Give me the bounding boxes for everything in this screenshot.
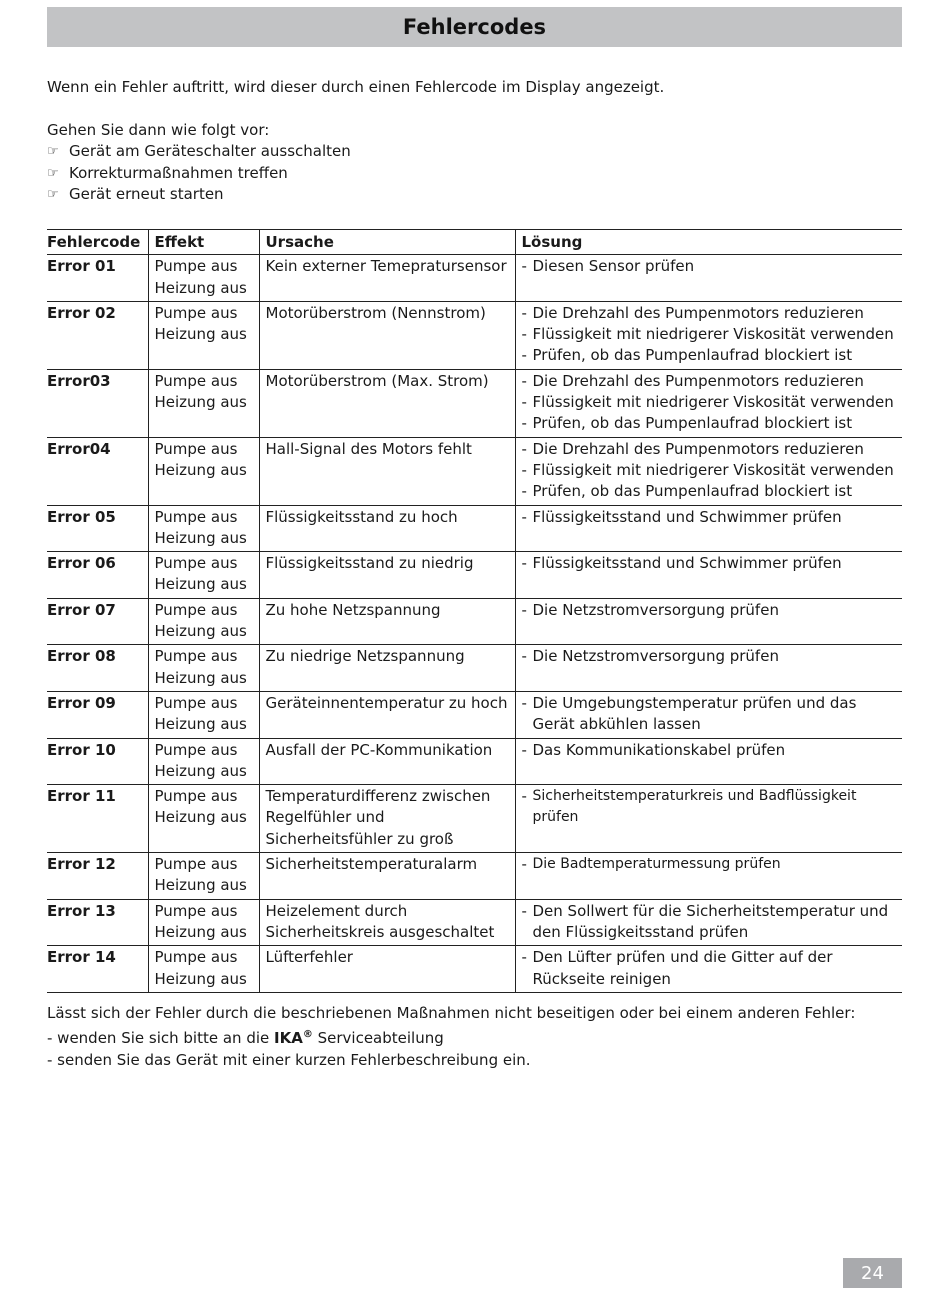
solution-text: Flüssigkeit mit niedrigerer Viskosität verwenden [532, 325, 894, 344]
solution-cell [515, 785, 902, 853]
error-code-cell: Error 10 [47, 740, 116, 759]
solution-cell [515, 899, 902, 946]
error-code-cell: Error04 [47, 439, 111, 458]
solution-text: Den Lüfter prüfen und die Gitter auf der Rückseite reinigen [532, 948, 833, 988]
header-ursache: Ursache [259, 230, 515, 255]
error-code-cell: Error 06 [47, 554, 116, 573]
effect-line: Heizung aus [154, 808, 247, 827]
dash-marker: - [521, 439, 527, 458]
effect-cell [148, 899, 259, 946]
effect-line: Pumpe aus [154, 303, 238, 322]
effect-cell [148, 598, 259, 645]
effect-cell [148, 255, 259, 302]
error-code-table [47, 229, 902, 993]
table-header-row [47, 230, 902, 255]
error-code-cell: Error03 [47, 371, 111, 390]
solution-cell [515, 255, 902, 302]
cause-cell: Motorüberstrom (Nennstrom) [259, 301, 515, 369]
cause-cell: Motorüberstrom (Max. Strom) [259, 369, 515, 437]
error-code-cell: Error 13 [47, 901, 116, 920]
page-title: Fehlercodes [402, 15, 547, 39]
solution-cell [515, 598, 902, 645]
solution-text: Die Umgebungstemperatur prüfen und das Gerät abkühlen lassen [532, 693, 857, 734]
table-row [47, 738, 902, 785]
table-row [47, 598, 902, 645]
dash-marker: - [521, 693, 527, 712]
dash-marker: - [521, 303, 527, 322]
solution-text: Flüssigkeit mit niedrigerer Viskosität verwenden [532, 460, 894, 479]
solution-text: Die Drehzahl des Pumpenmotors reduzieren [532, 303, 864, 322]
footer-line-3: - senden Sie das Gerät mit einer kurzen Fehlerbeschreibung ein. [47, 1050, 531, 1069]
solution-cell [515, 301, 902, 369]
solution-line [522, 693, 898, 736]
page-number: 24 [843, 1258, 902, 1288]
solution-text: Prüfen, ob das Pumpenlaufrad blockiert ist [532, 482, 853, 501]
solution-line [522, 392, 898, 413]
dash-marker: - [521, 787, 527, 806]
effect-cell [148, 505, 259, 552]
solution-line [522, 413, 898, 434]
error-code-cell: Error 01 [47, 257, 116, 276]
cause-cell: Temperaturdifferenz zwischen Regelfühler und Sicherheitsfühler zu groß [259, 785, 515, 853]
table-row [47, 505, 902, 552]
effect-line: Pumpe aus [154, 439, 238, 458]
solution-cell [515, 505, 902, 552]
step-text: Korrekturmaßnahmen treffen [69, 163, 288, 182]
table-row [47, 691, 902, 738]
solution-line [522, 303, 898, 324]
effect-line: Heizung aus [154, 876, 247, 895]
ika-brand: IKA [274, 1029, 303, 1048]
steps-intro: Gehen Sie dann wie folgt vor: [47, 121, 270, 139]
cause-cell: Ausfall der PC-Kommunikation [259, 738, 515, 785]
error-code-cell: Error 11 [47, 787, 116, 806]
dash-marker: - [521, 855, 527, 874]
error-code-cell: Error 12 [47, 855, 116, 874]
cause-cell: Kein externer Temepratursensor [259, 255, 515, 302]
table-row [47, 853, 902, 900]
effect-cell [148, 946, 259, 993]
effect-line: Heizung aus [154, 761, 247, 780]
effect-line: Heizung aus [154, 325, 247, 344]
effect-line: Pumpe aus [154, 257, 238, 276]
effect-line: Heizung aus [154, 969, 247, 988]
cause-cell: Sicherheitstemperaturalarm [259, 853, 515, 900]
solution-text: Das Kommunikationskabel prüfen [532, 740, 786, 759]
solution-text: Den Sollwert für die Sicherheitstemperatur und den Flüssigkeitsstand prüfen [532, 901, 889, 941]
solution-line [522, 439, 898, 460]
dash-marker: - [521, 554, 527, 573]
dash-marker: - [521, 647, 527, 666]
footer-line-2 [47, 1024, 902, 1049]
step-text: Gerät erneut starten [69, 184, 224, 203]
step-text: Gerät am Geräteschalter ausschalten [69, 142, 351, 161]
solution-line [522, 507, 898, 528]
solution-cell [515, 738, 902, 785]
effect-cell [148, 738, 259, 785]
effect-line: Heizung aus [154, 922, 247, 941]
solution-line [522, 600, 898, 621]
pointing-hand-icon: ☞ [47, 187, 59, 203]
pointing-hand-icon: ☞ [47, 144, 59, 160]
effect-cell [148, 645, 259, 692]
table-row [47, 301, 902, 369]
solution-cell [515, 645, 902, 692]
step-item [47, 184, 902, 205]
error-code-cell: Error 02 [47, 303, 116, 322]
solution-text: Flüssigkeit mit niedrigerer Viskosität verwenden [532, 393, 894, 412]
solution-line [522, 345, 898, 366]
dash-marker: - [521, 482, 527, 501]
table-row [47, 552, 902, 599]
solution-line [522, 553, 898, 574]
dash-marker: - [521, 393, 527, 412]
solution-line [522, 786, 898, 829]
header-fehlercode: Fehlercode [47, 233, 141, 251]
dash-marker: - [521, 948, 527, 967]
solution-text: Sicherheitstemperaturkreis und Badflüssigkeit prüfen [532, 788, 857, 826]
solution-cell [515, 552, 902, 599]
dash-marker: - [521, 325, 527, 344]
dash-marker: - [521, 901, 527, 920]
solution-line [522, 646, 898, 667]
step-item [47, 141, 902, 162]
effect-line: Heizung aus [154, 528, 247, 547]
effect-line: Pumpe aus [154, 600, 238, 619]
footer-notes [47, 1003, 902, 1071]
dash-marker: - [521, 346, 527, 365]
effect-line: Heizung aus [154, 575, 247, 594]
solution-cell [515, 853, 902, 900]
dash-marker: - [521, 507, 527, 526]
pointing-hand-icon: ☞ [47, 165, 59, 181]
solution-line [522, 947, 898, 990]
solution-text: Flüssigkeitsstand und Schwimmer prüfen [532, 507, 842, 526]
cause-cell: Geräteinnentemperatur zu hoch [259, 691, 515, 738]
table-row [47, 369, 902, 437]
table-row [47, 255, 902, 302]
solution-cell [515, 437, 902, 505]
effect-line: Pumpe aus [154, 787, 238, 806]
effect-cell [148, 369, 259, 437]
solution-text: Die Badtemperaturmessung prüfen [532, 856, 781, 873]
cause-cell: Flüssigkeitsstand zu niedrig [259, 552, 515, 599]
solution-line [522, 460, 898, 481]
header-loesung: Lösung [515, 230, 902, 255]
solution-text: Prüfen, ob das Pumpenlaufrad blockiert ist [532, 346, 853, 365]
cause-cell: Flüssigkeitsstand zu hoch [259, 505, 515, 552]
effect-line: Pumpe aus [154, 901, 238, 920]
cause-cell: Heizelement durch Sicherheitskreis ausgeschaltet [259, 899, 515, 946]
effect-line: Pumpe aus [154, 647, 238, 666]
effect-line: Pumpe aus [154, 855, 238, 874]
effect-line: Heizung aus [154, 715, 247, 734]
table-body [47, 255, 902, 993]
solution-cell [515, 691, 902, 738]
effect-line: Pumpe aus [154, 371, 238, 390]
title-bar [47, 7, 902, 47]
solution-line [522, 901, 898, 944]
effect-line: Pumpe aus [154, 507, 238, 526]
footer-line-2-suffix: Serviceabteilung [317, 1029, 444, 1048]
header-effekt: Effekt [148, 230, 259, 255]
registered-mark: ® [302, 1029, 313, 1041]
intro-text: Wenn ein Fehler auftritt, wird dieser durch einen Fehlercode im Display angezeigt. [47, 78, 665, 96]
cause-cell: Zu niedrige Netzspannung [259, 645, 515, 692]
error-code-cell: Error 07 [47, 600, 116, 619]
effect-line: Heizung aus [154, 278, 247, 297]
dash-marker: - [521, 257, 527, 276]
effect-line: Heizung aus [154, 622, 247, 641]
solution-line [522, 324, 898, 345]
footer-line-2-prefix: - wenden Sie sich bitte an die [47, 1029, 270, 1048]
solution-text: Flüssigkeitsstand und Schwimmer prüfen [532, 554, 842, 573]
dash-marker: - [521, 740, 527, 759]
effect-cell [148, 437, 259, 505]
effect-line: Heizung aus [154, 460, 247, 479]
dash-marker: - [521, 600, 527, 619]
table-row [47, 946, 902, 993]
solution-cell [515, 946, 902, 993]
effect-line: Pumpe aus [154, 554, 238, 573]
dash-marker: - [521, 414, 527, 433]
effect-line: Pumpe aus [154, 740, 238, 759]
effect-cell [148, 691, 259, 738]
solution-cell [515, 369, 902, 437]
table-row [47, 785, 902, 853]
error-code-cell: Error 08 [47, 647, 116, 666]
solution-text: Die Netzstromversorgung prüfen [532, 600, 779, 619]
step-item [47, 163, 902, 184]
solution-text: Die Drehzahl des Pumpenmotors reduzieren [532, 439, 864, 458]
steps-block [47, 120, 902, 205]
solution-line [522, 740, 898, 761]
solution-line [522, 256, 898, 277]
table-row [47, 645, 902, 692]
solution-text: Diesen Sensor prüfen [532, 257, 695, 276]
dash-marker: - [521, 371, 527, 390]
error-code-cell: Error 09 [47, 693, 116, 712]
error-code-cell: Error 14 [47, 948, 116, 967]
effect-cell [148, 552, 259, 599]
table-row [47, 437, 902, 505]
cause-cell: Hall-Signal des Motors fehlt [259, 437, 515, 505]
solution-line [522, 371, 898, 392]
solution-line [522, 854, 898, 875]
effect-cell [148, 785, 259, 853]
effect-cell [148, 301, 259, 369]
effect-line: Heizung aus [154, 393, 247, 412]
solution-text: Die Netzstromversorgung prüfen [532, 647, 779, 666]
solution-line [522, 481, 898, 502]
table-row [47, 899, 902, 946]
solution-text: Die Drehzahl des Pumpenmotors reduzieren [532, 371, 864, 390]
effect-line: Pumpe aus [154, 948, 238, 967]
dash-marker: - [521, 460, 527, 479]
cause-cell: Zu hohe Netzspannung [259, 598, 515, 645]
effect-line: Heizung aus [154, 668, 247, 687]
error-code-cell: Error 05 [47, 507, 116, 526]
steps-list [47, 141, 902, 205]
cause-cell: Lüfterfehler [259, 946, 515, 993]
effect-cell [148, 853, 259, 900]
solution-text: Prüfen, ob das Pumpenlaufrad blockiert ist [532, 414, 853, 433]
footer-line-1: Lässt sich der Fehler durch die beschriebenen Maßnahmen nicht beseitigen oder bei einem anderen Fehler: [47, 1004, 856, 1022]
effect-line: Pumpe aus [154, 693, 238, 712]
